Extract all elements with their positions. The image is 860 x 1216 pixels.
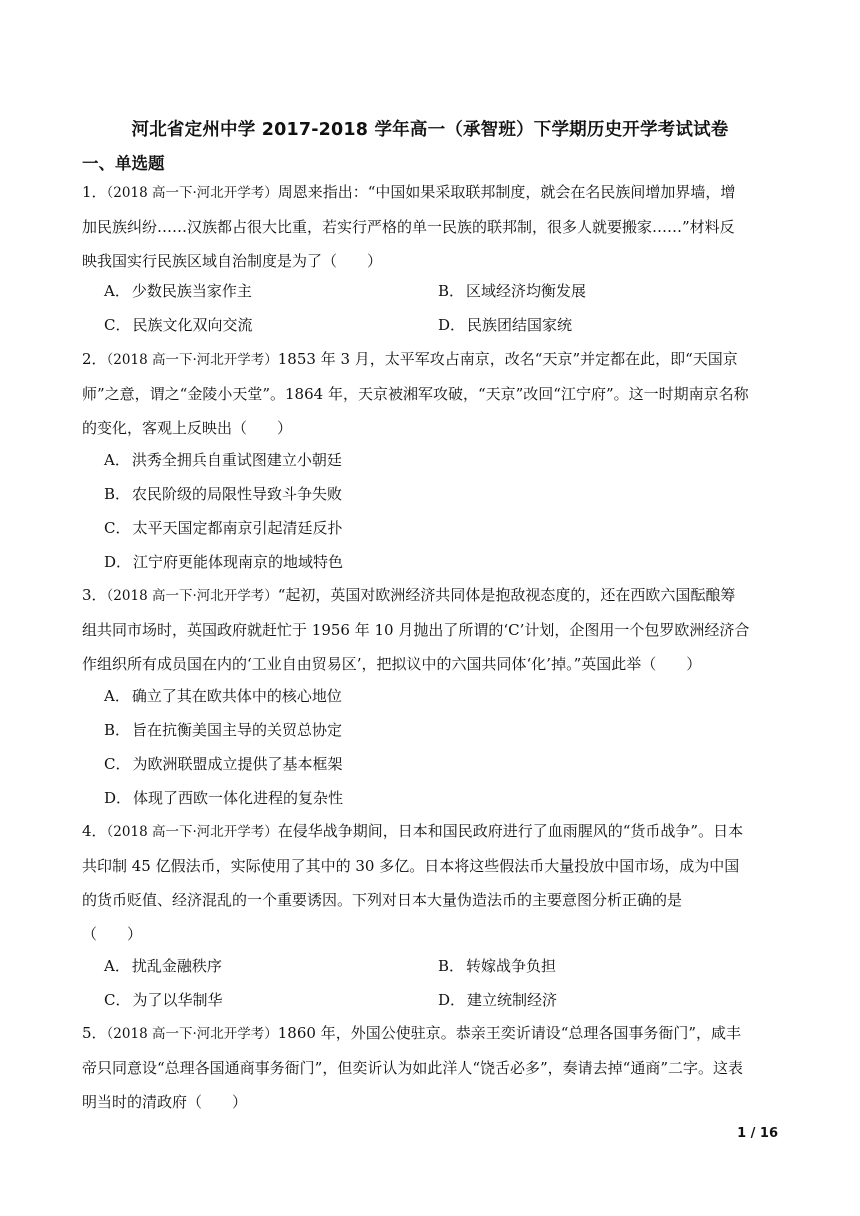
option-text: 建立统制经济 [467,991,558,1009]
question-1-line-1 [82,175,782,210]
option-text: 区域经济均衡发展 [466,282,587,300]
question-2-line-3: 的变化，客观上反映出（ ） [82,419,293,437]
question-text: 1860 年，外国公使驻京。恭亲王奕䜣请设“总理各国事务衙门”，咸丰 [277,1024,742,1042]
question-source: （2018 高一下·河北开学考） [106,1026,278,1042]
question-1 [82,175,782,278]
option-letter: C． [104,316,131,334]
question-4-line-1 [82,814,782,849]
question-source: （2018 高一下·河北开学考） [106,588,278,604]
option-text: 扰乱金融秩序 [131,957,222,975]
question-2 [82,342,782,445]
question-text: 1853 年 3 月，太平军攻占南京，改名“天京”并定都在此，即“天国京 [277,350,738,368]
question-3-option-c [104,747,343,781]
question-2-line-2: 师”之意，谓之“金陵小天堂”。1864 年，天京被湘军攻破，“天京”改回“江宁府”。这一时期南京名称 [82,385,749,403]
option-letter: B． [438,282,465,300]
option-letter: C． [104,991,131,1009]
option-text: 为欧洲联盟成立提供了基本框架 [132,755,343,773]
option-letter: A． [104,687,130,705]
question-number: 3． [82,586,107,604]
option-letter: B． [104,721,131,739]
question-3 [82,578,782,681]
option-letter: D． [104,553,132,571]
question-1-line-3: 映我国实行民族区域自治制度是为了（ ） [82,252,383,270]
question-5-line-1 [82,1016,782,1051]
question-4-option-b [438,949,556,983]
question-3-option-d [104,781,343,815]
option-text: 洪秀全拥兵自重试图建立小朝廷 [131,451,342,469]
question-4 [82,814,782,951]
option-text: 农民阶级的局限性导致斗争失败 [132,485,343,503]
option-letter: B． [438,957,465,975]
question-source: （2018 高一下·河北开学考） [106,185,278,201]
option-text: 少数民族当家作主 [131,282,252,300]
option-text: 体现了西欧一体化进程的复杂性 [133,789,344,807]
question-2-option-a [104,443,342,477]
option-letter: C． [104,519,131,537]
question-source: （2018 高一下·河北开学考） [106,352,278,368]
question-number: 5． [82,1024,107,1042]
question-1-option-d [438,308,572,342]
option-text: 太平天国定都南京引起清廷反扑 [132,519,343,537]
question-3-option-b [104,713,342,747]
question-text: 周恩来指出：“中国如果采取联邦制度，就会在名民族间增加界墙，增 [277,183,736,201]
option-letter: D． [438,991,466,1009]
question-5-line-2: 帝只同意设“总理各国通商事务衙门”，但奕䜣认为如此洋人“饶舌必多”，奏请去掉“通商”二字。这表 [82,1059,744,1077]
question-source: （2018 高一下·河北开学考） [106,824,278,840]
option-letter: D． [438,316,466,334]
option-letter: A． [104,282,130,300]
option-letter: A． [104,451,130,469]
option-letter: B． [104,485,131,503]
question-3-line-1 [82,578,782,613]
question-number: 1． [82,183,107,201]
option-text: 旨在抗衡美国主导的关贸总协定 [132,721,343,739]
option-text: 江宁府更能体现南京的地域特色 [133,553,344,571]
option-text: 民族文化双向交流 [132,316,253,334]
question-4-line-3: 的货币贬值、经济混乱的一个重要诱因。下列对日本大量伪造法币的主要意图分析正确的是 [82,891,683,909]
question-5 [82,1016,782,1119]
option-letter: D． [104,789,132,807]
section-heading: 一、单选题 [82,154,165,173]
page-number: 1 / 16 [737,1126,778,1141]
question-4-option-d [438,983,557,1017]
question-4-option-a [104,949,222,983]
option-text: 确立了其在欧共体中的核心地位 [131,687,342,705]
question-4-line-4: （ ） [82,925,143,943]
question-2-option-c [104,511,343,545]
question-2-line-1 [82,342,782,377]
question-3-option-a [104,679,342,713]
question-4-line-2: 共印制 45 亿假法币，实际使用了其中的 30 多亿。日本将这些假法币大量投放中国市场，成为中国 [82,857,740,875]
question-1-line-2: 加民族纠纷……汉族都占很大比重，若实行严格的单一民族的联邦制，很多人就要搬家……”材料反 [82,218,735,236]
question-text: 在侵华战争期间，日本和国民政府进行了血雨腥风的“货币战争”。日本 [277,822,744,840]
question-2-option-d [104,545,343,579]
question-5-line-3: 明当时的清政府（ ） [82,1093,248,1111]
question-number: 2． [82,350,107,368]
question-3-line-3: 作组织所有成员国在内的‘工业自由贸易区’，把拟议中的六国共同体‘化’掉。”英国此举（ ） [82,655,702,673]
question-1-option-b [438,274,586,308]
option-letter: A． [104,957,130,975]
question-2-option-b [104,477,342,511]
page-title: 河北省定州中学 2017-2018 学年高一（承智班）下学期历史开学考试试卷 [131,120,729,140]
question-1-option-a [104,274,252,308]
question-3-line-2: 组共同市场时，英国政府就赶忙于 1956 年 10 月抛出了所谓的‘C’计划，企图用一个包罗欧洲经济合 [82,621,750,639]
option-letter: C． [104,755,131,773]
question-number: 4． [82,822,107,840]
option-text: 为了以华制华 [132,991,223,1009]
question-4-option-c [104,983,223,1017]
question-1-option-c [104,308,253,342]
option-text: 民族团结国家统 [467,316,573,334]
question-text: “起初，英国对欧洲经济共同体是抱敌视态度的，还在西欧六国酝酿筹 [277,586,736,604]
option-text: 转嫁战争负担 [466,957,557,975]
